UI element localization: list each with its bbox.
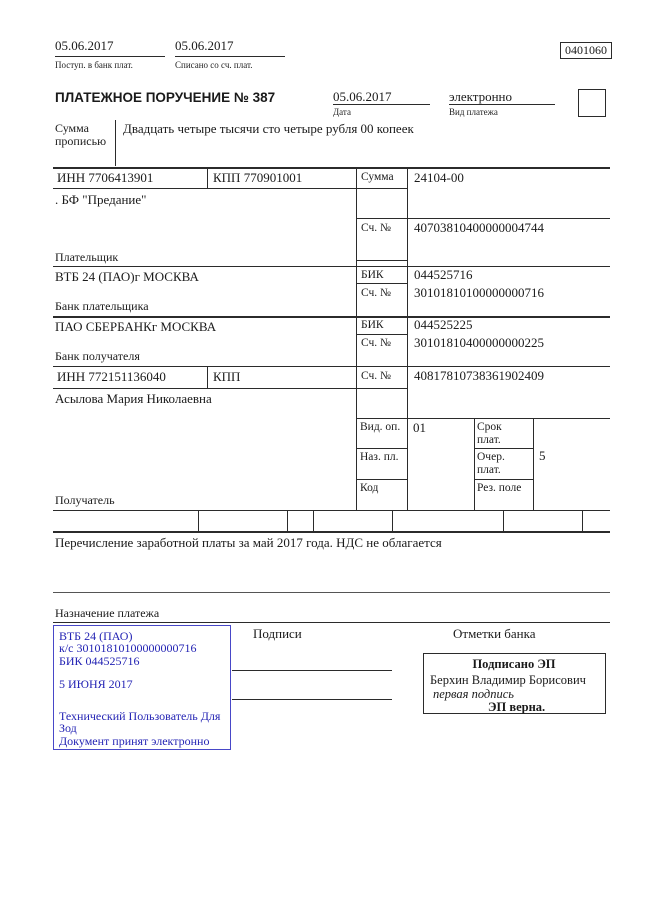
signed-ep-title: Подписано ЭП <box>472 657 556 671</box>
signature-line-first <box>232 670 392 671</box>
divider <box>449 104 555 105</box>
payer-label: Плательщик <box>55 250 119 264</box>
divider <box>55 56 165 57</box>
divider <box>313 510 314 531</box>
signature-validity: ЭП верна. <box>488 700 546 714</box>
stamp-line: ВТБ 24 (ПАО) <box>59 629 133 643</box>
debited-from-account-date: 05.06.2017 <box>175 38 234 53</box>
divider <box>53 266 610 267</box>
payer-bank-label: Банк плательщика <box>55 299 149 313</box>
amount-value: 24104-00 <box>414 170 464 185</box>
stamp-line: Документ принят электронно <box>59 734 210 748</box>
divider <box>356 167 357 510</box>
received-in-bank-date: 05.06.2017 <box>55 38 114 53</box>
payer-kpp: КПП 770901001 <box>213 170 303 185</box>
purpose-text: Перечисление заработной платы за май 2017 года. НДС не облагается <box>55 535 442 550</box>
beneficiary-bank-label: Банк получателя <box>55 349 140 363</box>
payer-bank-bik-label: БИК <box>361 269 384 281</box>
beneficiary-bank-bik-label: БИК <box>361 319 384 331</box>
beneficiary-account: 40817810738361902409 <box>414 368 544 383</box>
electronic-signature-stamp <box>423 653 606 714</box>
divider <box>356 334 407 335</box>
divider <box>474 448 533 449</box>
divider <box>356 260 407 261</box>
beneficiary-inn: ИНН 772151136040 <box>57 369 166 384</box>
divider <box>533 418 534 510</box>
bank-marks-label: Отметки банка <box>453 626 536 641</box>
payer-bank-name: ВТБ 24 (ПАО)г МОСКВА <box>55 269 199 284</box>
signature-line-second <box>232 699 392 700</box>
purpose-code-label: Наз. пл. <box>360 451 399 463</box>
payer-account-label: Сч. № <box>361 222 392 234</box>
document-title: ПЛАТЕЖНОЕ ПОРУЧЕНИЕ № 387 <box>55 90 276 105</box>
payment-kind-value: электронно <box>449 89 513 104</box>
payer-name: . БФ "Предание" <box>55 192 147 207</box>
payer-inn: ИНН 7706413901 <box>57 170 154 185</box>
divider <box>407 167 408 510</box>
divider <box>53 316 610 318</box>
divider <box>53 531 610 533</box>
signer-name: Берхин Владимир Борисович <box>430 673 586 687</box>
code-label: Код <box>360 482 379 494</box>
form-code-box: 0401060 <box>560 42 612 59</box>
divider <box>53 366 610 367</box>
stamp-line: 5 ИЮНЯ 2017 <box>59 677 133 691</box>
stamp-line: БИК 044525716 <box>59 654 140 668</box>
stamp-line: Технический Пользователь Для <box>59 709 221 723</box>
signature-kind: первая подпись <box>433 687 514 701</box>
divider <box>356 448 407 449</box>
op-kind-label: Вид. оп. <box>360 421 401 433</box>
beneficiary-bank-account-label: Сч. № <box>361 337 392 349</box>
status-checkbox <box>578 89 606 117</box>
payer-bank-account-label: Сч. № <box>361 287 392 299</box>
beneficiary-bank-name: ПАО СБЕРБАНКг МОСКВА <box>55 319 217 334</box>
divider <box>474 479 533 480</box>
payer-bank-account: 30101810100000000716 <box>414 285 544 300</box>
pay-term-label: Срок плат. <box>477 421 502 446</box>
beneficiary-kpp-label: КПП <box>213 369 241 384</box>
divider <box>392 510 393 531</box>
beneficiary-name: Асылова Мария Николаевна <box>55 391 212 406</box>
divider <box>53 622 610 623</box>
amount-label: Сумма <box>361 171 394 183</box>
stamp-line: Зод <box>59 721 77 735</box>
divider <box>207 167 208 188</box>
bank-electronic-stamp <box>53 625 231 750</box>
divider <box>53 388 407 389</box>
reserve-field-label: Рез. поле <box>477 482 522 494</box>
divider <box>356 479 407 480</box>
divider <box>53 592 610 593</box>
divider <box>333 104 430 105</box>
divider <box>53 188 407 189</box>
divider <box>356 283 407 284</box>
divider <box>175 56 285 57</box>
op-kind-value: 01 <box>413 420 426 435</box>
payer-bank-bik: 044525716 <box>414 267 473 282</box>
document-date: 05.06.2017 <box>333 89 392 104</box>
divider <box>115 120 116 166</box>
document-date-label: Дата <box>333 107 351 117</box>
beneficiary-label: Получатель <box>55 493 115 507</box>
stamp-line: к/с 30101810100000000716 <box>59 641 197 655</box>
priority-label: Очер. плат. <box>477 451 505 476</box>
divider <box>582 510 583 531</box>
beneficiary-bank-account: 30101810400000000225 <box>414 335 544 350</box>
divider <box>356 218 610 219</box>
divider <box>356 418 610 419</box>
purpose-label: Назначение платежа <box>55 606 160 620</box>
divider <box>198 510 199 531</box>
payment-kind-label: Вид платежа <box>449 107 498 117</box>
beneficiary-bank-bik: 044525225 <box>414 317 473 332</box>
divider <box>53 167 610 169</box>
divider <box>503 510 504 531</box>
divider <box>474 418 475 510</box>
beneficiary-account-label: Сч. № <box>361 370 392 382</box>
divider <box>53 510 610 511</box>
amount-in-words-label: Сумма прописью <box>55 121 107 149</box>
divider <box>287 510 288 531</box>
amount-in-words-value: Двадцать четыре тысячи сто четыре рубля 00 копеек <box>123 121 414 136</box>
debited-from-account-label: Списано со сч. плат. <box>175 60 253 70</box>
payer-account: 40703810400000004744 <box>414 220 544 235</box>
divider <box>207 366 208 388</box>
priority-value: 5 <box>539 448 546 463</box>
received-in-bank-label: Поступ. в банк плат. <box>55 60 133 70</box>
signatures-label: Подписи <box>253 626 302 641</box>
